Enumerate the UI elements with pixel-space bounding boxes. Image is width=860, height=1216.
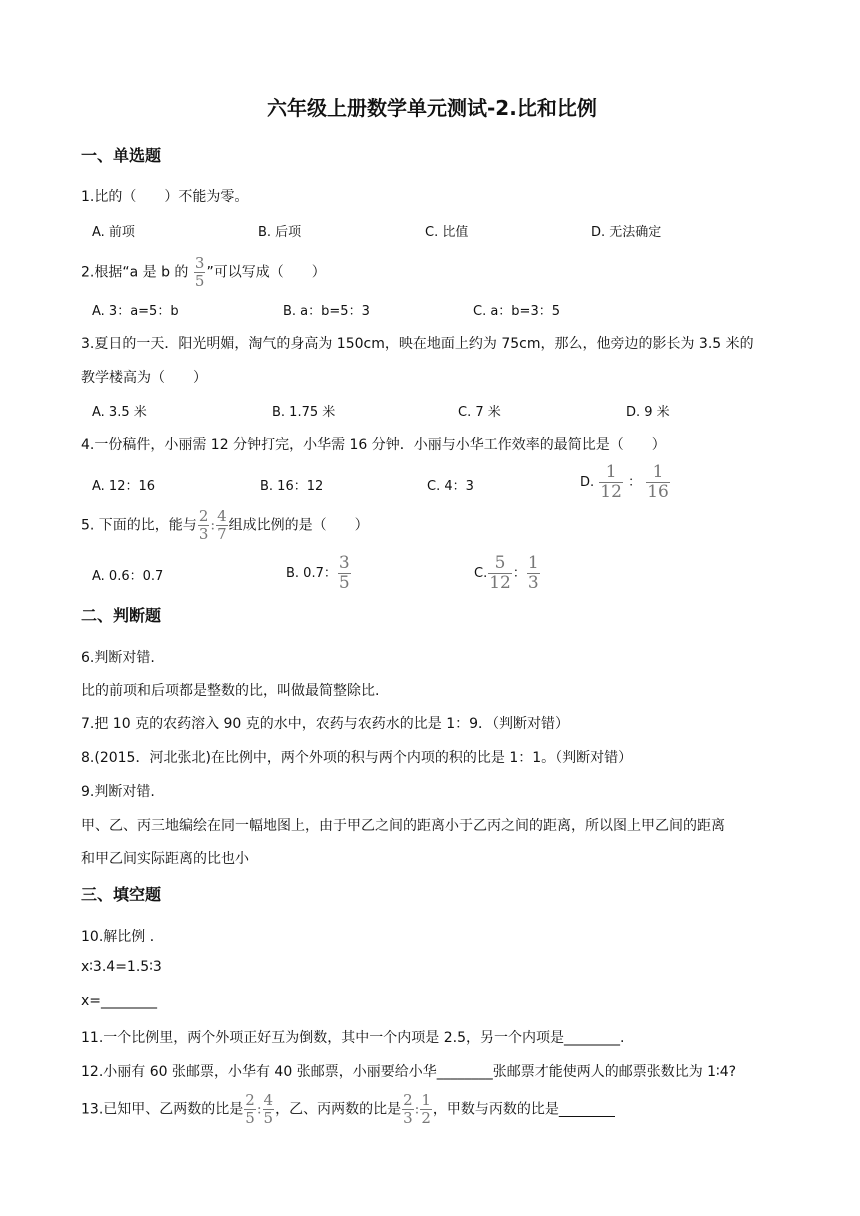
q4-option-d[interactable] bbox=[580, 464, 671, 501]
q3-option-a[interactable]: A. 3.5 米 bbox=[92, 405, 147, 420]
q5-option-b[interactable] bbox=[286, 555, 352, 592]
q1-option-a[interactable]: A. 前项 bbox=[92, 225, 135, 240]
q1-option-d[interactable]: D. 无法确定 bbox=[591, 225, 662, 240]
q4-option-d-fraction-2: $\frac{1}{16}$ bbox=[647, 462, 669, 502]
section-heading-fill-in: 三、填空题 bbox=[81, 885, 162, 904]
q2-option-c[interactable]: C. a：b=3：5 bbox=[473, 304, 560, 319]
q13-separator-2: : bbox=[414, 1101, 420, 1118]
q5-fraction-2: $\frac{4}{7}$ bbox=[217, 507, 227, 543]
q5-option-b-fraction: $\frac{3}{5}$ bbox=[338, 553, 350, 593]
q13-text-pre: 13.已知甲、乙两数的比是 bbox=[81, 1101, 244, 1118]
question-1: 1.比的（ ）不能为零。 bbox=[81, 189, 249, 205]
q1-option-b[interactable]: B. 后项 bbox=[258, 225, 302, 240]
q2-text-post: ”可以写成（ ） bbox=[206, 264, 326, 281]
q13-text-mid: ，乙、丙两数的比是 bbox=[275, 1101, 402, 1118]
question-10-line-2: x∶3.4=1.5∶3 bbox=[81, 959, 162, 975]
q4-option-d-fraction-1: $\frac{1}{12}$ bbox=[600, 462, 622, 502]
q3-option-b[interactable]: B. 1.75 米 bbox=[272, 405, 336, 420]
q4-option-d-label: D. bbox=[580, 475, 595, 490]
q4-option-b[interactable]: B. 16：12 bbox=[260, 479, 324, 494]
q5-ratio-separator: : bbox=[210, 517, 216, 534]
question-3-line-2: 教学楼高为（ ） bbox=[81, 370, 207, 386]
question-5 bbox=[81, 509, 369, 542]
q2-text-pre: 2.根据“a 是 b 的 bbox=[81, 264, 189, 281]
question-7: 7.把 10 克的农药溶入 90 克的水中，农药与农药水的比是 1：9．（判断对错） bbox=[81, 716, 570, 732]
question-3-line-1: 3.夏日的一天．阳光明媚，淘气的身高为 150cm，映在地面上约为 75cm，那么，他旁边的影长为 3.5 米的 bbox=[81, 336, 754, 352]
question-6-line-2: 比的前项和后项都是整数的比，叫做最简整除比. bbox=[81, 683, 380, 699]
page-title: 六年级上册数学单元测试-2.比和比例 bbox=[267, 96, 597, 120]
question-9-line-3: 和甲乙间实际距离的比也小 bbox=[81, 851, 249, 867]
q4-option-d-separator: ： bbox=[628, 475, 642, 490]
q13-fraction-1: $\frac{2}{5}$ bbox=[245, 1091, 255, 1127]
question-8: 8.(2015．河北张北)在比例中，两个外项的积与两个内项的积的比是 1：1。（判断对错） bbox=[81, 750, 633, 766]
q13-separator-1: : bbox=[256, 1101, 262, 1118]
section-heading-true-false: 二、判断题 bbox=[81, 606, 162, 625]
question-10-answer-blank[interactable]: x=________ bbox=[81, 993, 158, 1009]
question-12: 12.小丽有 60 张邮票，小华有 40 张邮票，小丽要给小华________张邮票才能使两人的邮票张数比为 1∶4? bbox=[81, 1064, 737, 1080]
q1-option-c[interactable]: C. 比值 bbox=[425, 225, 469, 240]
q5-option-c-fraction-2: $\frac{1}{3}$ bbox=[527, 553, 539, 593]
question-6-line-1: 6.判断对错. bbox=[81, 650, 155, 666]
q2-option-a[interactable]: A. 3：a=5：b bbox=[92, 304, 179, 319]
q5-fraction-1: $\frac{2}{3}$ bbox=[198, 507, 209, 543]
question-9-line-1: 9.判断对错. bbox=[81, 784, 155, 800]
q5-text-pre: 5. 下面的比，能与 bbox=[81, 517, 197, 534]
q13-text-post: ，甲数与丙数的比是________ bbox=[432, 1101, 615, 1118]
q5-option-b-label: B. 0.7： bbox=[286, 566, 337, 581]
q2-option-b[interactable]: B. a：b=5：3 bbox=[283, 304, 370, 319]
q4-option-a[interactable]: A. 12：16 bbox=[92, 479, 156, 494]
q5-option-c-separator: ： bbox=[512, 566, 526, 581]
q4-option-c[interactable]: C. 4：3 bbox=[427, 479, 474, 494]
q13-fraction-3: $\frac{2}{3}$ bbox=[403, 1091, 413, 1127]
q5-option-c-label: C. bbox=[474, 566, 488, 581]
question-11: 11.一个比例里，两个外项正好互为倒数，其中一个内项是 2.5，另一个内项是________. bbox=[81, 1030, 625, 1046]
q2-fraction: $\frac{3}{5}$ bbox=[194, 254, 205, 290]
q5-option-c[interactable] bbox=[474, 555, 541, 592]
question-13 bbox=[81, 1093, 615, 1126]
section-heading-single-choice: 一、单选题 bbox=[81, 146, 162, 165]
question-9-line-2: 甲、乙、丙三地编绘在同一幅地图上，由于甲乙之间的距离小于乙丙之间的距离，所以图上甲乙间的距离 bbox=[81, 818, 725, 834]
q5-option-a[interactable]: A. 0.6：0.7 bbox=[92, 569, 164, 584]
q3-option-c[interactable]: C. 7 米 bbox=[458, 405, 501, 420]
question-4: 4.一份稿件，小丽需 12 分钟打完，小华需 16 分钟．小丽与小华工作效率的最简比是（ ） bbox=[81, 437, 666, 453]
q3-option-d[interactable]: D. 9 米 bbox=[626, 405, 670, 420]
question-10-line-1: 10.解比例 ． bbox=[81, 929, 164, 945]
q5-option-c-fraction-1: $\frac{5}{12}$ bbox=[489, 553, 511, 593]
question-2 bbox=[81, 256, 326, 289]
q13-fraction-4: $\frac{1}{2}$ bbox=[421, 1091, 431, 1127]
q13-fraction-2: $\frac{4}{5}$ bbox=[263, 1091, 274, 1127]
q5-text-post: 组成比例的是（ ） bbox=[228, 517, 369, 534]
